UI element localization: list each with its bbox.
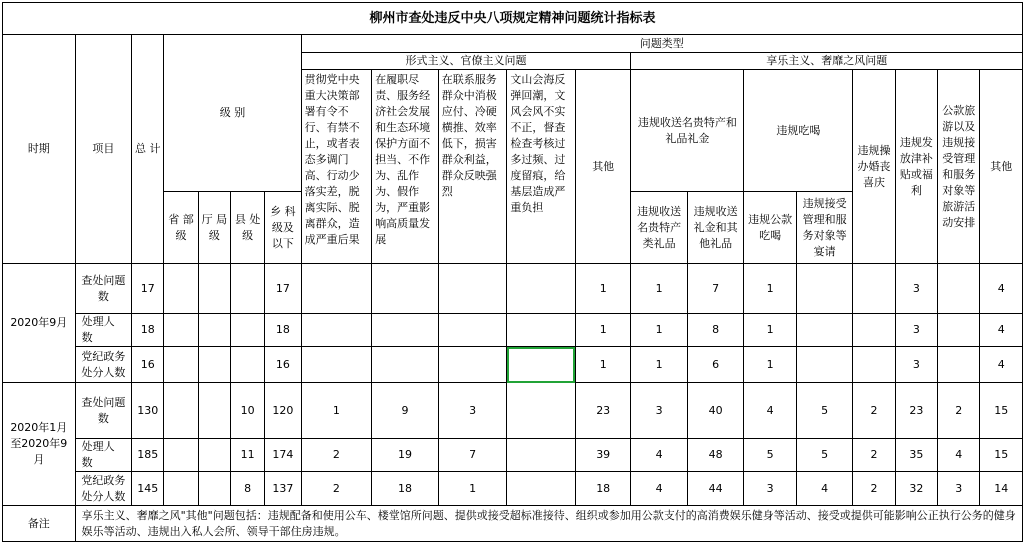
cell-f2[interactable] xyxy=(372,264,439,314)
cell-h2a[interactable]: 1 xyxy=(744,264,796,314)
cell-township[interactable]: 18 xyxy=(265,314,301,347)
cell-province[interactable] xyxy=(164,264,198,314)
header-gifts-cash: 违规收送礼金和其他礼品 xyxy=(687,192,743,264)
cell-h4[interactable]: 3 xyxy=(895,264,937,314)
cell-county[interactable]: 11 xyxy=(230,439,264,472)
cell-township[interactable]: 174 xyxy=(265,439,301,472)
cell-f1[interactable] xyxy=(301,264,372,314)
cell-total[interactable]: 17 xyxy=(132,264,164,314)
cell-h5[interactable] xyxy=(938,347,980,383)
cell-h5[interactable]: 3 xyxy=(938,472,980,506)
cell-township[interactable]: 16 xyxy=(265,347,301,383)
cell-total[interactable]: 130 xyxy=(132,383,164,439)
header-allowances: 违规发放津补贴或福利 xyxy=(895,70,937,264)
cell-h1b[interactable]: 7 xyxy=(687,264,743,314)
cell-bureau[interactable] xyxy=(198,314,230,347)
cell-h5[interactable] xyxy=(938,264,980,314)
cell-h4[interactable]: 32 xyxy=(895,472,937,506)
cell-f1[interactable]: 1 xyxy=(301,383,372,439)
table-row xyxy=(3,347,1023,383)
cell-h1b[interactable]: 48 xyxy=(687,439,743,472)
cell-h3[interactable]: 2 xyxy=(853,472,895,506)
cell-h-other[interactable]: 14 xyxy=(980,472,1023,506)
header-period: 时期 xyxy=(3,35,76,264)
header-formalism-1: 贯彻党中央重大决策部署有令不行、有禁不止，或者表态多调门高、行动少落实差，脱离实际、脱离群众，造成严重后果 xyxy=(301,70,372,264)
table-row xyxy=(3,472,1023,506)
cell-h5[interactable] xyxy=(938,314,980,347)
cell-county[interactable] xyxy=(230,314,264,347)
item-cell[interactable]: 党纪政务处分人数 xyxy=(75,472,131,506)
cell-h1a[interactable]: 4 xyxy=(631,439,687,472)
cell-h3[interactable] xyxy=(853,347,895,383)
cell-h2a[interactable]: 1 xyxy=(744,347,796,383)
header-formalism-other: 其他 xyxy=(575,70,630,264)
header-formalism-2: 在履职尽责、服务经济社会发展和生态环境保护方面不担当、不作为、乱作为、假作为，严重影响高质量发展 xyxy=(372,70,439,264)
selected-cell[interactable] xyxy=(507,347,576,383)
cell-h2a[interactable]: 1 xyxy=(744,314,796,347)
cell-total[interactable]: 185 xyxy=(132,439,164,472)
cell-h4[interactable]: 35 xyxy=(895,439,937,472)
statistics-table xyxy=(2,2,1023,542)
cell-h3[interactable] xyxy=(853,264,895,314)
table-row xyxy=(3,383,1023,439)
table-row xyxy=(3,264,1023,314)
cell-f4[interactable] xyxy=(507,439,576,472)
cell-h-other[interactable]: 15 xyxy=(980,383,1023,439)
header-item: 项目 xyxy=(75,35,131,264)
cell-h3[interactable] xyxy=(853,314,895,347)
cell-h1b[interactable]: 44 xyxy=(687,472,743,506)
cell-f2[interactable] xyxy=(372,314,439,347)
cell-h2b[interactable] xyxy=(796,347,852,383)
cell-h1a[interactable]: 1 xyxy=(631,264,687,314)
cell-h2b[interactable] xyxy=(796,264,852,314)
header-tourism: 公款旅游以及违规接受管理和服务对象等旅游活动安排 xyxy=(938,70,980,264)
cell-f-other[interactable]: 1 xyxy=(575,347,630,383)
cell-f4[interactable] xyxy=(507,264,576,314)
cell-province[interactable] xyxy=(164,347,198,383)
cell-township[interactable]: 137 xyxy=(265,472,301,506)
footer-note[interactable]: 享乐主义、奢靡之风"其他"问题包括：违规配备和使用公车、楼堂馆所问题、提供或接受超标准接待、组织或参加用公款支付的高消费娱乐健身等活动、接受或提供可能影响公正执行公务的健身娱乐等活动、违规出入私人会所、领导干部住房违规。 xyxy=(75,506,1022,542)
cell-h2a[interactable]: 4 xyxy=(744,383,796,439)
header-level: 级 别 xyxy=(164,35,301,192)
cell-h3[interactable]: 2 xyxy=(853,383,895,439)
cell-h1a[interactable]: 3 xyxy=(631,383,687,439)
cell-f-other[interactable]: 23 xyxy=(575,383,630,439)
cell-h1a[interactable]: 4 xyxy=(631,472,687,506)
cell-bureau[interactable] xyxy=(198,439,230,472)
cell-f-other[interactable]: 1 xyxy=(575,314,630,347)
cell-total[interactable]: 16 xyxy=(132,347,164,383)
item-cell[interactable]: 查处问题数 xyxy=(75,264,131,314)
table-row xyxy=(3,439,1023,472)
cell-h2a[interactable]: 5 xyxy=(744,439,796,472)
header-gifts-specialty: 违规收送名贵特产类礼品 xyxy=(631,192,687,264)
cell-f3[interactable]: 7 xyxy=(438,439,507,472)
cell-f-other[interactable]: 39 xyxy=(575,439,630,472)
cell-h3[interactable]: 2 xyxy=(853,439,895,472)
cell-f-other[interactable]: 1 xyxy=(575,264,630,314)
cell-f3[interactable]: 3 xyxy=(438,383,507,439)
cell-h2b[interactable]: 5 xyxy=(796,383,852,439)
cell-h2b[interactable]: 4 xyxy=(796,472,852,506)
cell-f2[interactable]: 18 xyxy=(372,472,439,506)
cell-province[interactable] xyxy=(164,439,198,472)
header-formalism: 形式主义、官僚主义问题 xyxy=(301,53,631,70)
cell-h1b[interactable]: 8 xyxy=(687,314,743,347)
cell-province[interactable] xyxy=(164,472,198,506)
cell-f-other[interactable]: 18 xyxy=(575,472,630,506)
header-formalism-4: 文山会海反弹回潮，文风会风不实不正，督查检查考核过多过频、过度留痕，给基层造成严重负担 xyxy=(507,70,576,264)
header-province: 省 部级 xyxy=(164,192,198,264)
cell-h5[interactable]: 4 xyxy=(938,439,980,472)
cell-h4[interactable]: 3 xyxy=(895,314,937,347)
cell-h1a[interactable]: 1 xyxy=(631,347,687,383)
cell-f3[interactable]: 1 xyxy=(438,472,507,506)
cell-bureau[interactable] xyxy=(198,347,230,383)
cell-township[interactable]: 120 xyxy=(265,383,301,439)
period-cell[interactable]: 2020年1月至2020年9月 xyxy=(3,383,76,506)
header-weddings: 违规操办婚丧喜庆 xyxy=(853,70,895,264)
header-county: 县 处级 xyxy=(230,192,264,264)
cell-h2b[interactable] xyxy=(796,314,852,347)
cell-h-other[interactable]: 4 xyxy=(980,314,1023,347)
cell-h5[interactable]: 2 xyxy=(938,383,980,439)
cell-township[interactable]: 17 xyxy=(265,264,301,314)
cell-province[interactable] xyxy=(164,383,198,439)
header-gifts: 违规收送名贵特产和礼品礼金 xyxy=(631,70,744,192)
cell-total[interactable]: 18 xyxy=(132,314,164,347)
cell-h1a[interactable]: 1 xyxy=(631,314,687,347)
footer-label[interactable]: 备注 xyxy=(3,506,76,542)
cell-bureau[interactable] xyxy=(198,264,230,314)
cell-bureau[interactable] xyxy=(198,472,230,506)
header-dining-banquet: 违规接受管理和服务对象等宴请 xyxy=(796,192,852,264)
cell-f4[interactable] xyxy=(507,314,576,347)
cell-f3[interactable] xyxy=(438,347,507,383)
table-title: 柳州市查处违反中央八项规定精神问题统计指标表 xyxy=(3,3,1023,35)
cell-county[interactable]: 10 xyxy=(230,383,264,439)
header-formalism-3: 在联系服务群众中消极应付、冷硬横推、效率低下，损害群众利益，群众反映强烈 xyxy=(438,70,507,264)
cell-h4[interactable]: 23 xyxy=(895,383,937,439)
cell-f3[interactable] xyxy=(438,314,507,347)
header-problem-type: 问题类型 xyxy=(301,35,1022,53)
cell-f1[interactable] xyxy=(301,314,372,347)
table-row xyxy=(3,314,1023,347)
cell-county[interactable]: 8 xyxy=(230,472,264,506)
cell-h1b[interactable]: 40 xyxy=(687,383,743,439)
cell-f2[interactable]: 9 xyxy=(372,383,439,439)
header-total: 总 计 xyxy=(132,35,164,264)
cell-h1b[interactable]: 6 xyxy=(687,347,743,383)
header-dining-public: 违规公款吃喝 xyxy=(744,192,796,264)
cell-f2[interactable] xyxy=(372,347,439,383)
period-cell[interactable]: 2020年9月 xyxy=(3,264,76,383)
header-dining: 违规吃喝 xyxy=(744,70,853,192)
header-hedonism-other: 其他 xyxy=(980,70,1023,264)
cell-f4[interactable] xyxy=(507,472,576,506)
cell-h-other[interactable]: 4 xyxy=(980,264,1023,314)
cell-county[interactable] xyxy=(230,264,264,314)
cell-f1[interactable]: 2 xyxy=(301,439,372,472)
cell-f3[interactable] xyxy=(438,264,507,314)
cell-province[interactable] xyxy=(164,314,198,347)
cell-f1[interactable] xyxy=(301,347,372,383)
cell-f2[interactable]: 19 xyxy=(372,439,439,472)
header-hedonism: 享乐主义、奢靡之风问题 xyxy=(631,53,1023,70)
cell-f4[interactable] xyxy=(507,383,576,439)
item-cell[interactable]: 处理人数 xyxy=(75,439,131,472)
item-cell[interactable]: 党纪政务处分人数 xyxy=(75,347,131,383)
cell-county[interactable] xyxy=(230,347,264,383)
cell-h-other[interactable]: 4 xyxy=(980,347,1023,383)
header-township: 乡 科级及以下 xyxy=(265,192,301,264)
item-cell[interactable]: 查处问题数 xyxy=(75,383,131,439)
cell-h-other[interactable]: 15 xyxy=(980,439,1023,472)
cell-total[interactable]: 145 xyxy=(132,472,164,506)
item-cell[interactable]: 处理人数 xyxy=(75,314,131,347)
cell-h2a[interactable]: 3 xyxy=(744,472,796,506)
cell-h4[interactable]: 3 xyxy=(895,347,937,383)
cell-f1[interactable]: 2 xyxy=(301,472,372,506)
cell-bureau[interactable] xyxy=(198,383,230,439)
cell-h2b[interactable]: 5 xyxy=(796,439,852,472)
header-bureau: 厅 局级 xyxy=(198,192,230,264)
